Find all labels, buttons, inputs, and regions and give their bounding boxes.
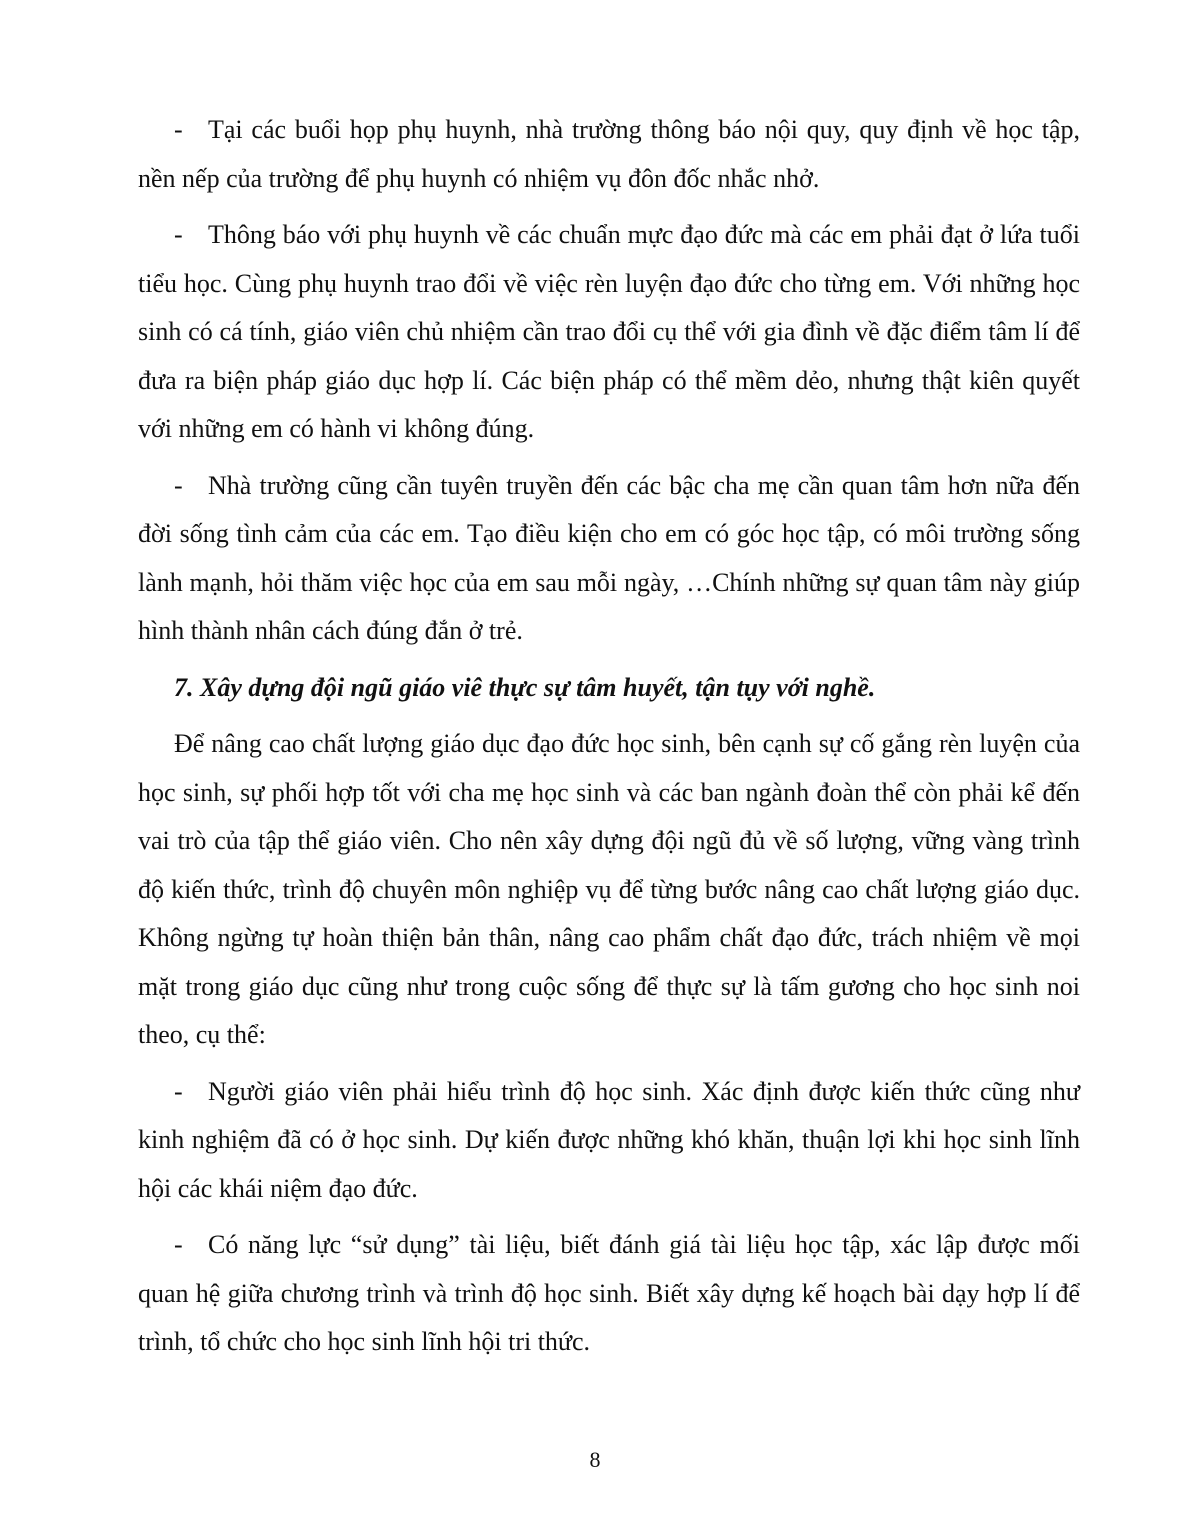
body-paragraph: Để nâng cao chất lượng giáo dục đạo đức học sinh, bên cạnh sự cố gắng rèn luyện của học sinh, sự phối hợp tốt với cha mẹ học sinh và các ban ngành đoàn thể còn phải kể đến vai trò của tập thể giáo viên. Cho nên xây dựng đội ngũ đủ về số lượng, vững vàng trình độ kiến thức, trình độ chuyên môn nghiệp vụ để từng bước nâng cao chất lượng giáo dục. Không ngừng tự hoàn thiện bản thân, nâng cao phẩm chất đạo đức, trách nhiệm về mọi mặt trong giáo dục cũng như trong cuộc sống để thực sự là tấm gương cho học sinh noi theo, cụ thể:	[138, 729, 1080, 1049]
bullet-paragraph-moral-standards	[138, 211, 1080, 454]
bullet-paragraph-use-materials	[138, 1221, 1080, 1367]
bullet-marker: -	[174, 1230, 183, 1259]
bullet-text: Có năng lực “sử dụng” tài liệu, biết đánh giá tài liệu học tập, xác lập được mối quan hệ giữa chương trình và trình độ học sinh. Biết xây dựng kế hoạch bài dạy hợp lí để trình, tổ chức cho học sinh lĩnh hội tri thức.	[138, 1230, 1080, 1356]
bullet-marker: -	[174, 115, 183, 144]
bullet-text: Tại các buổi họp phụ huynh, nhà trường thông báo nội quy, quy định về học tập, nền nếp của trường để phụ huynh có nhiệm vụ đôn đốc nhắc nhở.	[138, 115, 1080, 193]
bullet-paragraph-understand-students	[138, 1068, 1080, 1214]
bullet-marker: -	[174, 470, 183, 500]
bullet-text: Thông báo với phụ huynh về các chuẩn mực đạo đức mà các em phải đạt ở lứa tuổi tiểu học. Cùng phụ huynh trao đổi về việc rèn luyện đạo đức cho từng em. Với những học sinh có cá tính, giáo viên chủ nhiệm cần trao đổi cụ thể với gia đình về đặc điểm tâm lí để đưa ra biện pháp giáo dục hợp lí. Các biện pháp có thể mềm dẻo, nhưng thật kiên quyết với những em có hành vi không đúng.	[138, 220, 1080, 443]
bullet-paragraph-parent-meetings	[138, 106, 1080, 203]
document-body	[138, 106, 1080, 1375]
bullet-text: Nhà trường cũng cần tuyên truyền đến các bậc cha mẹ cần quan tâm hơn nữa đến đời sống tình cảm của các em. Tạo điều kiện cho em có góc học tập, có môi trường sống lành mạnh, hỏi thăm việc học của em sau mỗi ngày, …Chính những sự quan tâm này giúp hình thành nhân cách đúng đắn ở trẻ.	[138, 470, 1080, 645]
bullet-text: Người giáo viên phải hiểu trình độ học sinh. Xác định được kiến thức cũng như kinh nghiệm đã có ở học sinh. Dự kiến được những khó khăn, thuận lợi khi học sinh lĩnh hội các khái niệm đạo đức.	[138, 1076, 1080, 1203]
bullet-paragraph-school-outreach	[138, 462, 1080, 656]
page-number: 8	[589, 1447, 601, 1472]
section-heading: 7. Xây dựng đội ngũ giáo viê thực sự tâm huyết, tận tụy với nghề.	[174, 672, 876, 702]
bullet-marker: -	[174, 1076, 183, 1106]
bullet-marker: -	[174, 220, 183, 249]
